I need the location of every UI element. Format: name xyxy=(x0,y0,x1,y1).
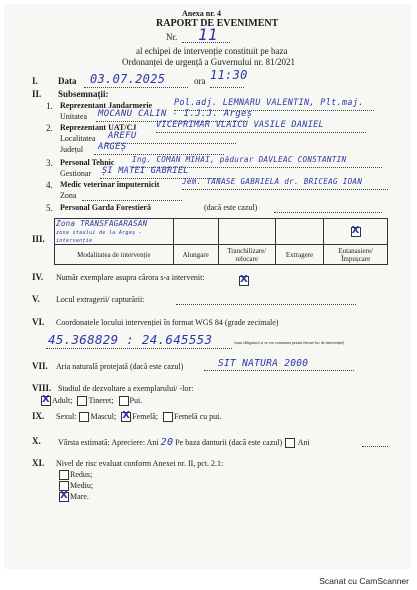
document-page: Anexa nr. 4 RAPORT DE EVENIMENT Nr. 11 al echipei de intervenție constituit pe baza Ordonanței de urgență a Guvernului nr. 81/2021 I. Data 03.07.2025 ora 11:30 II. Subsemnații: 1. Reprezentant Jandarmerie Pol.adj. LEMNARU VALENTIN, Plt.maj. Unitatea MOCANU CALIN - I.J.J. Argeș 2. Reprezentant UAT/CJ VICEPRIMAR VLAICU VASILE DANIEL Localitatea AREFU Județul ARGEȘ 3. Personal Tehnic Ing. COMAN MIHAI, pădurar DAVLEAC CONSTANTIN Gestionar ȘI MATEI GABRIEL 4. Medic veterinar împuternicit Jem. TANASE GABRIELA dr. BRICEAG IOAN Zona 5. Personal Garda Forestieră (dacă este cazul) III. Zona TRANSFAGARASAN zona staului de la Argeș -intervenție X Modalitatea de intervenție Alungare Tranchilizare/ relocare Extragere Eutanasiere/ Împușcare IV. Număr exemplare asupra cărora s-a intervenit: X V. Locul extragerii/ capturării: VI. Coordonatele locului intervenției în format WGS 84 (grade zecimale) 45.368829 : 24.645553 (sunt obligatorii și se vor consemna pentru fiecare loc de intervenție) VII. Aria naturală protejată (dacă este cazul) SIT NATURA 2000 VIII. Stadiul de dezvoltare a exemplarului/ -lor: XAdult; Tineret; Pui. IX. Sexul: Mascul; X Femelă; Femelă cu pui. X. Vârsta estimată: Apreciere: Ani 20 Pe baza danturii (dacă este cazul) Ani XI. Nivel de risc evaluat conform Anexei nr. II, pct. 2.1: Redus; Mediu; XMare. xyxy=(6,6,409,568)
locality-value: AREFU xyxy=(108,131,137,141)
scanner-watermark: Scanat cu CamScanner xyxy=(319,576,409,586)
technical-staff-value: Ing. COMAN MIHAI, pădurar DAVLEAC CONSTANTIN xyxy=(132,155,347,164)
risk-level-label: Nivel de risc evaluat conform Anexei nr. II, pct. 2.1: xyxy=(56,459,224,468)
time-label: ora xyxy=(194,76,206,86)
specimen-count-label: Număr exemplare asupra cărora s-a intervenit: xyxy=(56,273,205,282)
report-subtitle-1: al echipei de intervenție constituit pe baza xyxy=(136,46,288,56)
annex-label: Anexa nr. 4 xyxy=(182,9,222,18)
risk-low-checkbox[interactable] xyxy=(59,470,69,480)
manager-value: ȘI MATEI GABRIEL xyxy=(102,166,189,176)
col-eutanasiere: Eutanasiere/ Împușcare xyxy=(324,245,388,265)
zone-label: Zona xyxy=(60,191,77,200)
protected-area-label: Aria naturală protejată (dacă este cazul) xyxy=(56,362,184,371)
vet-value: Jem. TANASE GABRIELA dr. BRICEAG IOAN xyxy=(182,177,363,186)
manager-label: Gestionar xyxy=(60,169,92,178)
time-value: 11:30 xyxy=(210,68,248,82)
col-alungare: Alungare xyxy=(173,245,218,265)
age-row: Vârsta estimată: Apreciere: Ani 20 Pe baza danturii (dacă este cazul) Ani xyxy=(58,437,310,448)
juvenile-checkbox[interactable] xyxy=(77,396,87,406)
uat-label: Reprezentant UAT/CJ xyxy=(60,123,137,132)
male-checkbox[interactable] xyxy=(79,412,89,422)
coordinates-note: (sunt obligatorii și se vor consemna pentru fiecare loc de intervenție) xyxy=(234,340,345,345)
county-value: ARGEȘ xyxy=(98,142,127,152)
date-label: Data xyxy=(58,76,77,86)
county-label: Județul xyxy=(60,145,84,154)
development-stage-label: Stadiul de dezvoltare a exemplarului/ -lor: xyxy=(58,384,194,393)
protected-area-value: SIT NATURA 2000 xyxy=(218,358,309,369)
age-value: 20 xyxy=(160,437,174,448)
forest-guard-label: Personal Garda Forestieră xyxy=(60,203,151,212)
teeth-checkbox[interactable] xyxy=(285,438,295,448)
extraction-place-label: Locul extragerii/ capturării: xyxy=(56,295,145,304)
report-number-value: 11 xyxy=(198,25,218,44)
stage-options: XAdult; Tineret; Pui. xyxy=(40,396,142,406)
report-title: RAPORT DE EVENIMENT xyxy=(156,18,279,29)
coordinates-value: 45.368829 : 24.645553 xyxy=(48,332,213,347)
female-checkbox[interactable] xyxy=(121,412,131,422)
adult-checkbox[interactable] xyxy=(41,396,51,406)
cub-checkbox[interactable] xyxy=(119,396,129,406)
coordinates-label: Coordonatele locului intervenției în format WGS 84 (grade zecimale) xyxy=(56,318,279,327)
specimen-count-box xyxy=(238,272,250,290)
intervention-mode-label: Modalitatea de intervenție xyxy=(55,245,174,265)
technical-staff-label: Personal Tehnic xyxy=(60,158,115,167)
report-number-label: Nr. xyxy=(166,32,178,42)
col-tranchilizare: Tranchilizare/ relocare xyxy=(218,245,275,265)
gendarmerie-value: Pol.adj. LEMNARU VALENTIN, Plt.maj. xyxy=(174,98,364,108)
sex-row: Sexul: Mascul; X Femelă; Femelă cu pui. xyxy=(56,412,221,422)
locality-label: Localitatea xyxy=(60,134,96,143)
risk-high-checkbox[interactable] xyxy=(59,492,69,502)
uat-value: VICEPRIMAR VLAICU VASILE DANIEL xyxy=(156,120,324,130)
col-extragere: Extragere xyxy=(275,245,324,265)
euthanasia-checkbox[interactable] xyxy=(351,227,361,237)
gendarmerie-label: Reprezentant Jandarmerie xyxy=(60,101,153,110)
unit-label: Unitatea xyxy=(60,112,88,121)
intervention-table xyxy=(54,218,388,265)
unit-value: MOCANU CALIN - I.J.J. Argeș xyxy=(98,109,253,119)
zone-cell: Zona TRANSFAGARASAN zona staului de la Argeș -intervenție xyxy=(55,219,174,245)
vet-label: Medic veterinar împuternicit xyxy=(60,180,160,189)
female-with-cubs-checkbox[interactable] xyxy=(163,412,173,422)
date-value: 03.07.2025 xyxy=(90,72,166,86)
report-subtitle-2: Ordonanței de urgență a Guvernului nr. 81/2021 xyxy=(122,57,296,67)
signatories-title: Subsemnații: xyxy=(58,89,109,99)
